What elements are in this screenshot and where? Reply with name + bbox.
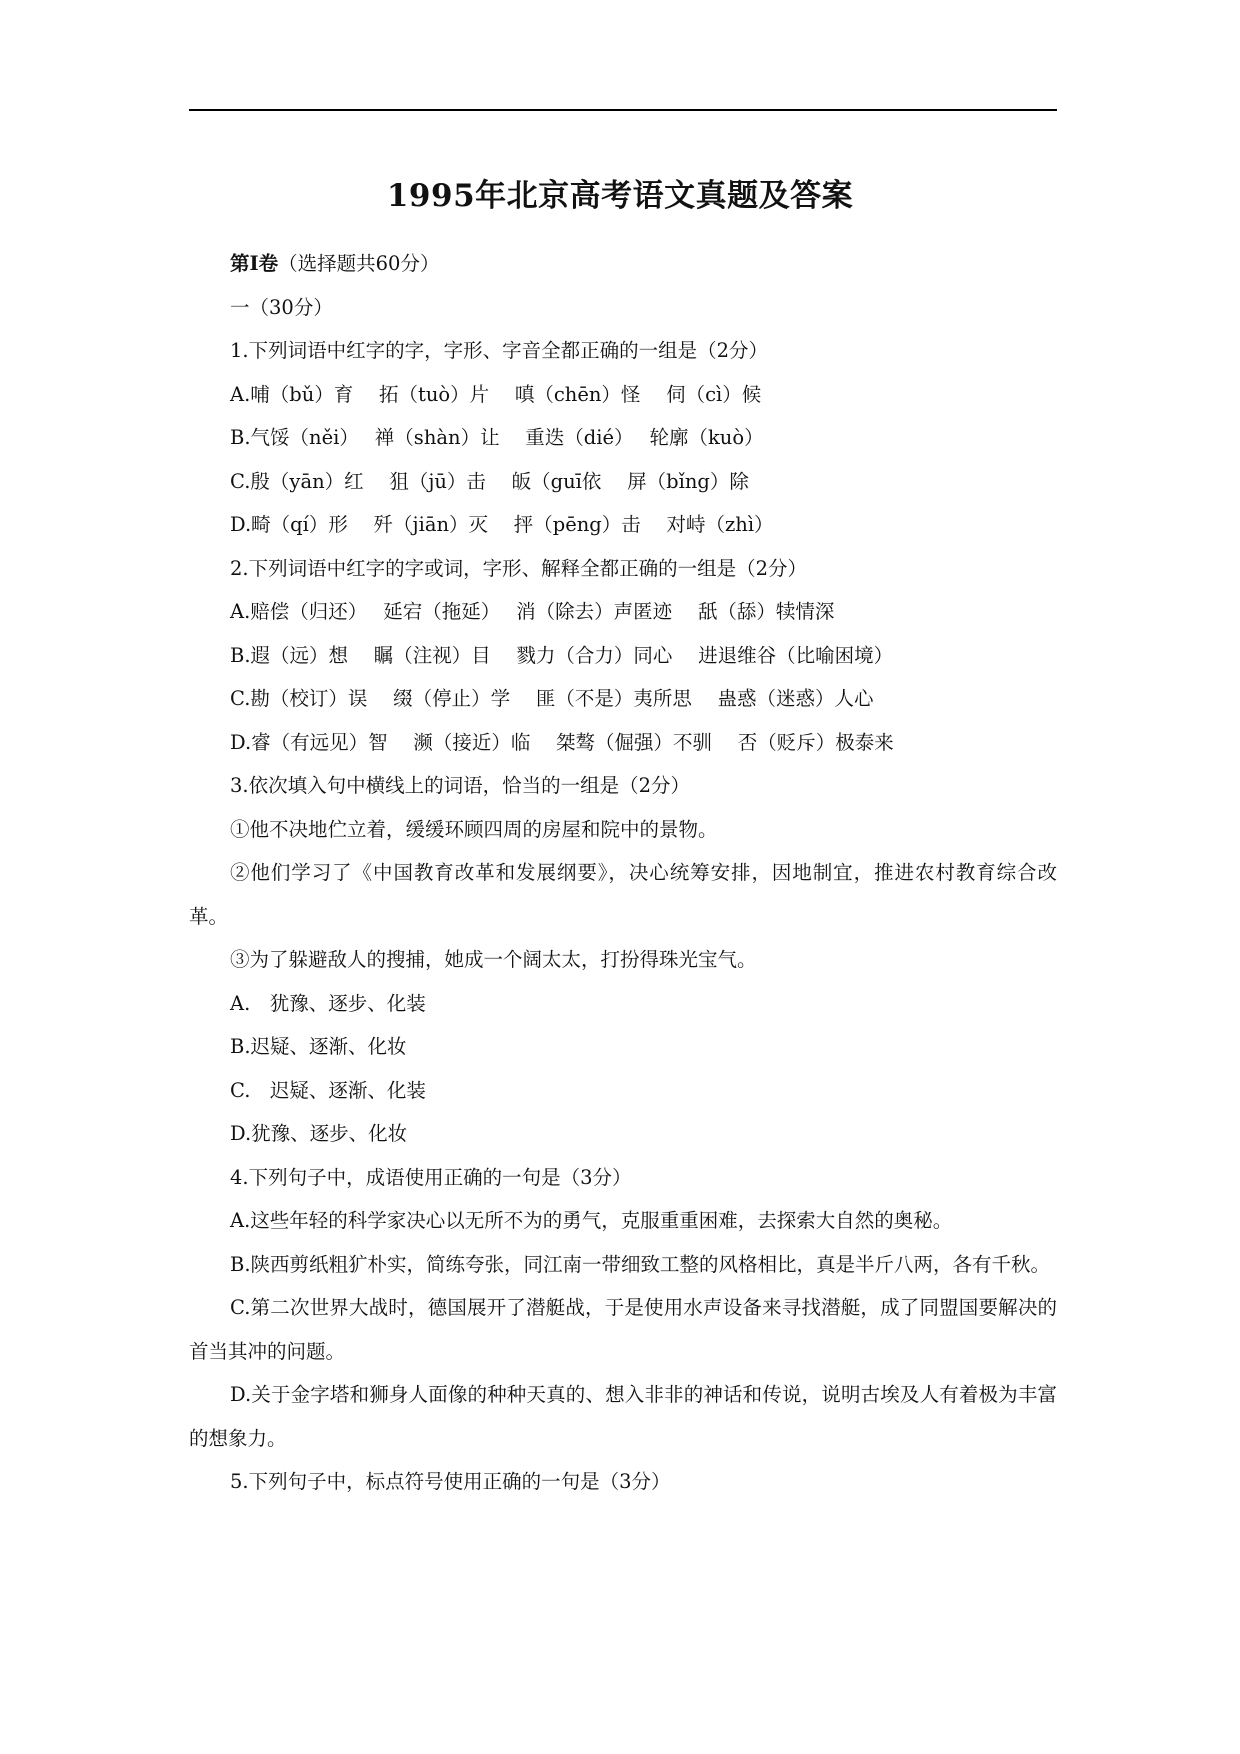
section-note: （选择题共60分）	[278, 252, 440, 275]
question-5-stem: 5.下列句子中，标点符号使用正确的一句是（3分）	[230, 1470, 671, 1493]
document-body	[189, 242, 1057, 1504]
question-1-stem: 1.下列词语中红字的字，字形、字音全都正确的一组是（2分）	[230, 339, 769, 362]
question-3-sentence-1: ①他不决地伫立着，缓缓环顾四周的房屋和院中的景物。	[230, 817, 718, 841]
question-1-option-c: C.殷（yān）红 狙（jū）击 皈（guī依 屏（bǐng）除	[230, 469, 749, 493]
page-title: 1995年北京高考语文真题及答案	[386, 178, 854, 214]
question-3-option-a: A. 犹豫、逐步、化装	[230, 991, 426, 1015]
question-1-option-a: A.哺（bǔ）育 拓（tuò）片 嗔（chēn）怪 伺（cì）候	[230, 382, 762, 406]
question-4-stem: 4.下列句子中，成语使用正确的一句是（3分）	[230, 1165, 632, 1189]
question-3-sentence-2: ②他们学习了《中国教育改革和发展纲要》，决心统筹安排，因地制宜，推进农村教育综合改革。	[189, 861, 1057, 928]
section-label: 第Ⅰ卷	[230, 252, 279, 275]
question-1-option-b: B.气馁（něi） 禅（shàn）让 重迭（dié） 轮廓（kuò）	[230, 426, 764, 449]
question-3-option-c: C. 迟疑、逐渐、化装	[230, 1078, 426, 1102]
question-4-option-d: D.关于金字塔和狮身人面像的种种天真的、想入非非的神话和传说，说明古埃及人有着极为丰富的想象力。	[189, 1383, 1057, 1450]
part-heading: 一（30分）	[230, 295, 333, 319]
question-4-option-b: B.陕西剪纸粗犷朴实，简练夸张，同江南一带细致工整的风格相比，真是半斤八两，各有千秋。	[230, 1252, 1051, 1276]
question-4-option-c: C.第二次世界大战时，德国展开了潜艇战，于是使用水声设备来寻找潜艇，成了同盟国要解决的首当其冲的问题。	[189, 1296, 1057, 1363]
question-1-option-d: D.畸（qí）形 歼（jiān）灭 抨（pēng）击 对峙（zhì）	[230, 513, 774, 536]
section-heading	[189, 242, 1057, 286]
question-2-option-a: A.赔偿（归还） 延宕（拖延） 消（除去）声匿迹 舐（舔）犊情深	[230, 600, 835, 623]
question-3-option-d: D.犹豫、逐步、化妆	[230, 1122, 408, 1145]
question-2-option-d: D.睿（有远见）智 濒（接近）临 桀骜（倔强）不驯 否（贬斥）极泰来	[230, 730, 894, 754]
question-2-option-c: C.勘（校订）误 缀（停止）学 匪（不是）夷所思 蛊惑（迷惑）人心	[230, 687, 874, 710]
question-3-stem: 3.依次填入句中横线上的词语，恰当的一组是（2分）	[230, 774, 691, 797]
question-3-option-b: B.迟疑、逐渐、化妆	[230, 1035, 407, 1058]
question-2-stem: 2.下列词语中红字的字或词，字形、解释全都正确的一组是（2分）	[230, 556, 808, 580]
question-4-option-a: A.这些年轻的科学家决心以无所不为的勇气，克服重重困难，去探索大自然的奥秘。	[230, 1209, 953, 1232]
header-rule	[189, 109, 1057, 111]
question-2-option-b: B.遐（远）想 瞩（注视）目 戮力（合力）同心 进退维谷（比喻困境）	[230, 643, 894, 667]
question-3-sentence-3: ③为了躲避敌人的搜捕，她成一个阔太太，打扮得珠光宝气。	[230, 948, 757, 971]
